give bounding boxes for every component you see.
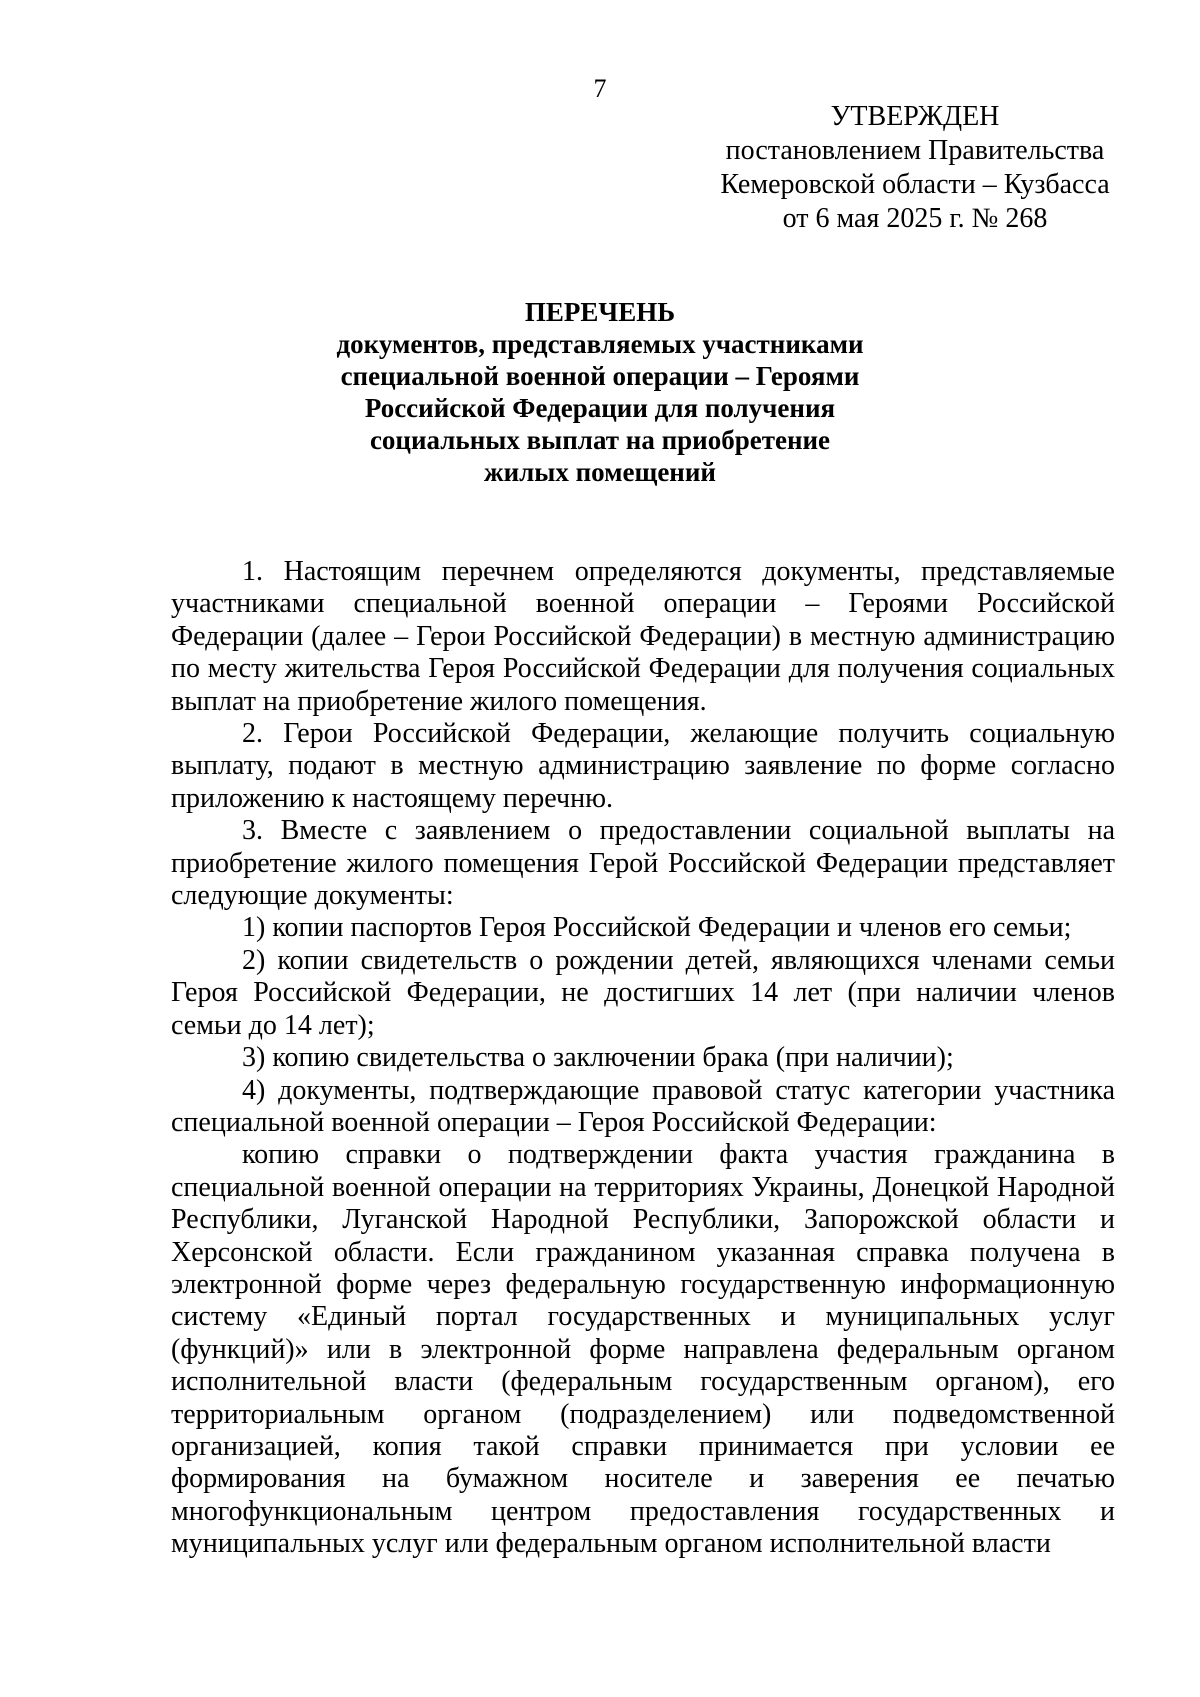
approval-line: постановлением Правительства (725, 135, 1105, 166)
title-line: документов, представляемых участниками (336, 329, 864, 359)
approval-line: Кемеровской области – Кузбасса (720, 169, 1110, 200)
paragraph: копию справки о подтверждении факта участия гражданина в специальной военной операции на территориях Украины, Донецкой Народной Республики, Луганской Народной Республики, Запорожской области и Херсонской области. Если гражданином указанная справка получена в электронной форме через федеральную государственную информационную систему «Единый портал государственных и муниципальных услуг (функций)» или в электронной форме направлена федеральным органом исполнительной власти (федеральным государственным органом), его территориальным органом (подразделением) или подведомственной организацией, копия такой справки принимается при условии ее формирования на бумажном носителе и заверения ее печатью многофункциональным центром предоставления государственных и муниципальных услуг или федеральным органом исполнительной власти (171, 1139, 1115, 1560)
document-title (300, 296, 900, 488)
list-item: 3) копию свидетельства о заключении брака (при наличии); (242, 1042, 954, 1074)
list-item: 2) копии свидетельств о рождении детей, являющихся членами семьи Героя Российской Федерации, не достигших 14 лет (при наличии членов семьи до 14 лет); (171, 944, 1115, 1041)
paragraph: 2. Герои Российской Федерации, желающие получить социальную выплату, подают в местную администрацию заявление по форме согласно приложению к настоящему перечню. (171, 718, 1115, 814)
title-line: специальной военной операции – Героями (340, 361, 860, 391)
paragraph: 3. Вместе с заявлением о предоставлении социальной выплаты на приобретение жилого помещения Герой Российской Федерации представляет следующие документы: (171, 815, 1115, 912)
approval-heading: УТВЕРЖДЕН (830, 101, 1000, 132)
title-line: жилых помещений (484, 457, 716, 487)
title-line: социальных выплат на приобретение (369, 425, 831, 455)
document-body (171, 556, 1115, 1561)
paragraph: 1. Настоящим перечнем определяются документы, представляемые участниками специальной военной операции – Героями Российской Федерации (далее – Герои Российской Федерации) в местную администрацию по месту жительства Героя Российской Федерации для получения социальных выплат на приобретение жилого помещения. (171, 556, 1115, 717)
approval-date: от 6 мая 2025 г. № 268 (782, 203, 1048, 234)
title-line: Российской Федерации для получения (364, 393, 836, 423)
list-item: 4) документы, подтверждающие правовой статус категории участника специальной военной операции – Героя Российской Федерации: (171, 1074, 1115, 1138)
list-item: 1) копии паспортов Героя Российской Федерации и членов его семьи; (242, 912, 1072, 944)
approval-block (695, 100, 1135, 236)
title-heading: ПЕРЕЧЕНЬ (524, 297, 676, 327)
page-number: 7 (593, 74, 607, 103)
